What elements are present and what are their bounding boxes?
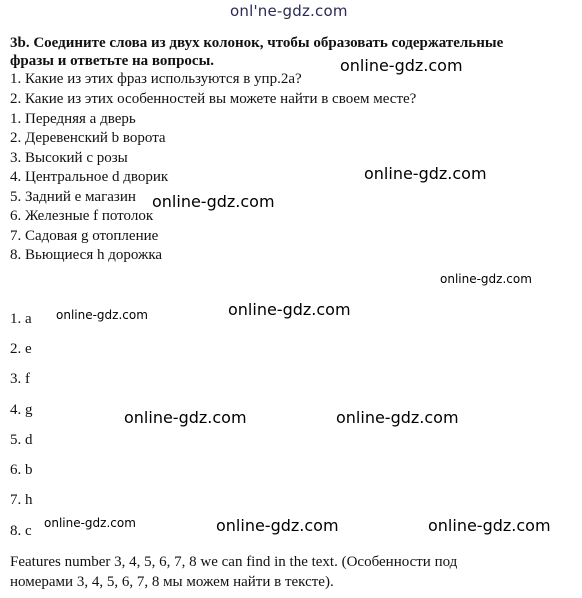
watermark: online-gdz.com xyxy=(340,56,463,75)
watermark: online-gdz.com xyxy=(336,408,459,427)
pair-item: 5. Задний e магазин xyxy=(10,189,136,205)
watermark: online-gdz.com xyxy=(364,164,487,183)
pair-item: 1. Передняя a дверь xyxy=(10,111,136,127)
watermark: online-gdz.com xyxy=(152,192,275,211)
pair-item: 4. Центральное d дворик xyxy=(10,169,169,185)
task-title-line2: фразы и ответьте на вопросы. xyxy=(10,53,215,69)
pair-item: 8. Вьющиеся h дорожка xyxy=(10,247,163,263)
watermark: online-gdz.com xyxy=(124,408,247,427)
answer-item: 8. c xyxy=(10,523,32,539)
watermark: online-gdz.com xyxy=(428,516,551,535)
footer-line2: номерами 3, 4, 5, 6, 7, 8 мы можем найти в тексте). xyxy=(10,574,334,590)
answer-item: 4. g xyxy=(10,402,33,418)
footer-line1: Features number 3, 4, 5, 6, 7, 8 we can find in the text. (Особенности под xyxy=(10,554,458,570)
watermark: online-gdz.com xyxy=(440,272,532,286)
answer-item: 1. a xyxy=(10,311,32,327)
answer-item: 2. e xyxy=(10,341,32,357)
answer-item: 5. d xyxy=(10,432,33,448)
pair-item: 6. Железные f потолок xyxy=(10,208,154,224)
watermark: online-gdz.com xyxy=(56,308,148,322)
question-1: 1. Какие из этих фраз используются в упр.2а? xyxy=(10,71,302,87)
watermark: online-gdz.com xyxy=(44,516,136,530)
watermark-top: onl'ne-gdz.com xyxy=(230,2,348,20)
watermark: online-gdz.com xyxy=(228,300,351,319)
watermark: online-gdz.com xyxy=(216,516,339,535)
pair-item: 3. Высокий c розы xyxy=(10,150,128,166)
pair-item: 7. Садовая g отопление xyxy=(10,228,159,244)
footer-note xyxy=(10,552,575,592)
task-title-line1: 3b. Соедините слова из двух колонок, чтобы образовать содержательные xyxy=(10,35,504,51)
answer-item: 7. h xyxy=(10,492,33,508)
question-2: 2. Какие из этих особенностей вы можете найти в своем месте? xyxy=(10,91,417,107)
pair-item: 2. Деревенский b ворота xyxy=(10,130,166,146)
answer-item: 3. f xyxy=(10,371,30,387)
answer-item: 6. b xyxy=(10,462,33,478)
